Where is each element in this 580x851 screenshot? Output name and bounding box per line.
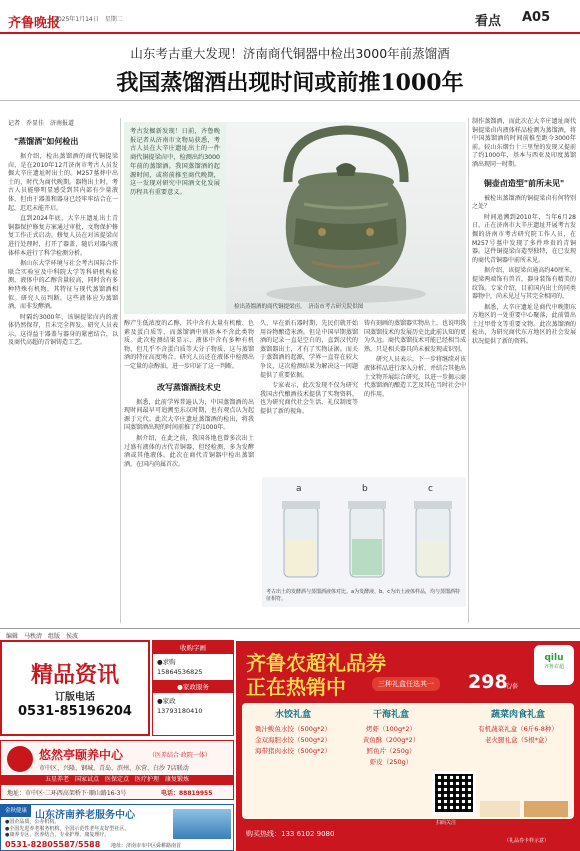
photo-caption: 考古出土的发酵酒与蒸馏酒液体对比。a为发酵液，b、c为出土液体样品，均与蒸馏酒特征相符。	[266, 589, 460, 602]
sample-vials-illustration	[262, 477, 466, 587]
paragraph: 久，早在新石器时期，先民们就开始用谷物酿造米酒。但是中国早期蒸馏酒的记录一直是空白的，直到汉代的蒸馏器出土，才有了实物证据。而关于蒸馏酒的起源，学界一直存在较大争议，这次检测结果为解决这一问题提供了重要依据。	[260, 320, 358, 379]
building-photo	[173, 809, 231, 839]
eldercare-name: 悠然亭颐养中心	[39, 748, 124, 762]
brand-logo-icon: qilu 齐鲁农超	[534, 645, 574, 685]
paragraph: 铸有刻画的蒸馏器实物出土，也说明我国蒸馏技术的发展历史比此前认知的更为久远。商代蒸馏技术可能已经相当成熟，只是相关器具尚未被发现或识别。	[364, 320, 467, 353]
classified-ad	[0, 640, 234, 851]
svg-text:b: b	[362, 484, 368, 494]
column-1	[8, 132, 118, 348]
newspaper-logo: 齐鲁晚报	[8, 16, 61, 31]
svg-text:c: c	[428, 484, 433, 494]
section-name: 看点	[475, 14, 502, 29]
gift-card-ad	[236, 641, 580, 851]
ad-offer: 三种礼盒任选其一	[372, 677, 440, 691]
column-rule	[120, 118, 121, 623]
paragraph: 据介绍，检出蒸馏酒的商代铜提梁卣，是在2010年12月济南市考古人员发掘大辛庄遗址时出土的。M257墓葬中出土的，时代为商代晚期。器物出土时，考古人员能够明显感受到其内部有少量液体，但由于器盖和器身已经牢牢结合在一起，迟迟未能开启。	[8, 153, 118, 212]
gift-item: 老火腿礼盒（5根*盒）	[485, 736, 551, 744]
gift-item: 金双海胆水饺（500g*2）	[255, 736, 331, 744]
hotline: 购买热线：133 6102 9080	[246, 830, 335, 838]
eldercare-ad	[0, 740, 234, 800]
paragraph: 制作蒸馏酒，而此次在大辛庄遗址商代铜提梁卣内液体样品检测为蒸馏酒，将中国蒸馏酒的时间前推至距今3000年前。较山东烟台十三里堡的发现又提前了约1000年，基本与西亚及印度蒸馏酒出现同一时期。	[472, 118, 576, 168]
ad-category: ●家政服务	[153, 680, 233, 693]
ad-title: 精品资讯	[30, 662, 119, 688]
footnote: （礼品券卡样示意）	[504, 838, 550, 844]
intro-box	[124, 122, 466, 314]
bronze-vessel-photo	[226, 122, 466, 314]
eldercare-address: 地址：市中区·二环西高架桥下·顺山路16-3号	[7, 790, 127, 797]
section-heading-2: 改写蒸馏酒技术史	[157, 381, 221, 392]
page-number: A05	[522, 10, 551, 25]
gift-item: 虾皮（250g）	[369, 758, 413, 766]
paragraph: 时隔约3000年，该铜提梁卣内的液体仍然保存，且未完全挥发。研究人员表示，这得益于器盖与器身的紧密结合，以及商代高超的青铜铸造工艺。	[8, 313, 118, 347]
issue-date: 2025年1月14日 星期二	[54, 16, 123, 23]
ad-listings	[152, 640, 234, 736]
gift-box-title: 水饺礼盒	[274, 710, 311, 720]
gift-item: 烤虾（100g*2）	[366, 725, 416, 733]
eldercare-tag: （医养结合·政院一体）	[149, 752, 211, 759]
ad-phone: 0531-85196204	[18, 704, 132, 719]
eldercare-services: 五星养老 国家试点 医保定点 医疗护理 康复锻炼	[1, 775, 233, 785]
qr-label: 扫码关注	[436, 820, 457, 826]
ad-headline: 齐鲁农超礼品券	[246, 651, 386, 675]
service-center-ad	[0, 804, 234, 851]
svg-text:a: a	[296, 484, 302, 494]
editors-credit: 编辑 马秩清 组版 侯波	[6, 633, 79, 640]
gift-box-title: 干海礼盒	[372, 710, 409, 720]
paragraph: 据悉，大辛庄遗址是商代中晚期东方地区的一处重要中心聚落，此前曾出土过甲骨文等重要文物。此次蒸馏酒的检出，为研究商代东方地区的社会发展状况提供了新的资料。	[472, 303, 576, 346]
gift-box-title: 蔬菜肉食礼盒	[490, 710, 545, 720]
paragraph: 据介绍，在此之前，我国各地也曾多次出土过盛有液体的古代青铜器，但经检测，多为发酵酒或其他液体。此次在商代青铜器中检出蒸馏酒，在国内尚属首次。	[124, 434, 254, 468]
gift-item: 海带猪肉水饺（500g*2）	[255, 747, 331, 755]
eldercare-phone: 电话：88819955	[161, 790, 213, 797]
column-rule	[468, 118, 469, 623]
ad-category: 收购字画	[153, 641, 233, 654]
service-center-phone: 0531-82805587/5588	[5, 840, 101, 849]
masthead-rule	[0, 32, 580, 34]
gift-item: 鳕鱼片（250g）	[366, 747, 416, 755]
paragraph: 直到2024年底，大辛庄遗址出土青铜器保护修复方案通过审批，文物保护修复工作正式启动。修复人员在对该提梁卣进行处理时，打开了器盖，随后对器内液体样本进行了科学检测分析。	[8, 215, 118, 257]
paragraph: 被检出蒸馏酒的铜提梁卣有何特别之处？	[472, 194, 576, 211]
logo-icon	[7, 746, 33, 772]
byline: 记者 乔显佳 济南报道	[8, 120, 75, 127]
intro-text: 考古发掘新发现！日前，齐鲁晚报记者从济南市文物局获悉，考古人员在大辛庄遗址出土的一件商代铜提梁卣中，检测出约3000年前的蒸馏酒。我国蒸馏酒的起源时间，或将前推至商代晚期，这一发现对研究中国酒文化发展历程具有重要意义。	[130, 128, 220, 196]
gift-item: 黄鱼酥（200g*2）	[362, 736, 420, 744]
divider	[0, 100, 580, 101]
paragraph: 据介绍，该提梁卣通高约40厘米，提梁两端饰有兽首，器身装饰有精美的纹饰。专家介绍，目前国内出土的同类器物中，尚未见过与其完全相同的。	[472, 267, 576, 301]
ad-title-box	[0, 640, 150, 736]
gift-box-vegetables	[466, 707, 570, 746]
paragraph: 醇产生低浓度的乙醇，其中含有大量有机酸、色素及蛋白质等，而蒸馏酒中则基本不含此类物质。此次检测结果显示，液体中含有多种有机物，但几乎不含蛋白质等大分子物质，这与蒸馏酒的特征高度吻合。研究人员还在液体中检测出一定量的杂醇油，进一步印证了这一判断。	[124, 320, 254, 370]
section-heading-1: "蒸馏酒"如何检出	[14, 136, 79, 146]
liquid-samples-photo	[262, 477, 466, 607]
eldercare-desc: 市中区、兴隆、钢城、青岛、滨州、东营、白沙 7店联动	[39, 765, 189, 772]
ad-listing-item: ●求购 15864536825	[157, 658, 203, 676]
qr-code-icon	[432, 771, 476, 815]
service-center-lines: ●国企品质，公办机构。 ●全国先进养老服务机构，全国示范性老年友好型社区。 ●康养专区，医养结合，专业护理，康复理疗。	[5, 819, 130, 838]
gift-card-image	[480, 801, 520, 817]
column-2	[124, 320, 254, 469]
ad-subtitle: 订版电话	[55, 692, 95, 703]
main-headline: 我国蒸馏酒出现时间或前推1000年	[116, 70, 464, 96]
gift-box-dumplings	[246, 707, 340, 757]
column-5	[472, 118, 576, 347]
service-center-address: 地址：济南市市中区舜耕路南首	[111, 843, 182, 849]
gift-item: 锄汁鲅鱼水饺（500g*2）	[255, 725, 331, 733]
service-tag: 金秋健康	[1, 805, 31, 817]
section-heading-3: 铜壶卣造型"前所未见"	[483, 177, 565, 188]
paragraph: 据山东大学环境与社会考古国际合作联合实验室及中科院大学等科研机构检测，液体中的乙醇含量较高，同时含有多种特殊有机物，其特征与现代蒸馏酒相似。研究人员判断，这些液体应为蒸馏酒，而非发酵酒。	[8, 260, 118, 311]
paragraph: 专家表示，此次发现不仅为研究我国古代酿酒技术提供了实物资料，也为研究商代社会生活、礼仪制度等提供了新的视角。	[260, 382, 358, 415]
ad-price-unit: 元/套	[504, 683, 519, 690]
gift-card-image	[524, 801, 568, 817]
ad-headline-2: 正在热销中	[246, 675, 346, 699]
kicker-headline: 山东考古重大发现！济南商代铜器中检出3000年前蒸馏酒	[130, 46, 450, 61]
column-3	[260, 320, 358, 417]
footer-rule	[0, 628, 580, 629]
photo-caption: 检出蒸馏酒的商代铜提梁卣。 济南市考古研究院供图	[234, 304, 364, 310]
paragraph: 时间追溯到2010年，当年6月28日，正在济南市大辛庄遗址开展考古发掘的济南市考古研究院工作人员，在M257号墓中发现了多件珍贵的青铜器。这件铜提梁卣造型独特，在已发现的商代青铜器中前所未见。	[472, 213, 576, 264]
paragraph: 据悉，此前学界普遍认为，中国蒸馏酒的出现时间最早可追溯至东汉时期，也有观点认为起源于元代。此次大辛庄遗址蒸馏酒的检出，将我国蒸馏酒出现的时间前推了约1000年。	[124, 398, 254, 432]
gift-box-seafood	[346, 707, 436, 768]
gift-item: 有机蔬菜礼盒（6斤6-8种）	[478, 725, 558, 733]
ad-price: 298	[468, 671, 508, 693]
ad-listing-item: ●家政 13793180410	[157, 697, 203, 715]
paragraph: 研究人员表示，下一步将继续对该液体样品进行深入分析，并结合其他出土文物开展综合研究，以进一步揭示商代蒸馏酒的酿造工艺及其在当时社会中的作用。	[364, 356, 467, 398]
bronze-vessel-illustration	[226, 122, 466, 314]
service-center-name: 山东济南养老服务中心	[35, 810, 135, 821]
column-4	[364, 320, 466, 399]
